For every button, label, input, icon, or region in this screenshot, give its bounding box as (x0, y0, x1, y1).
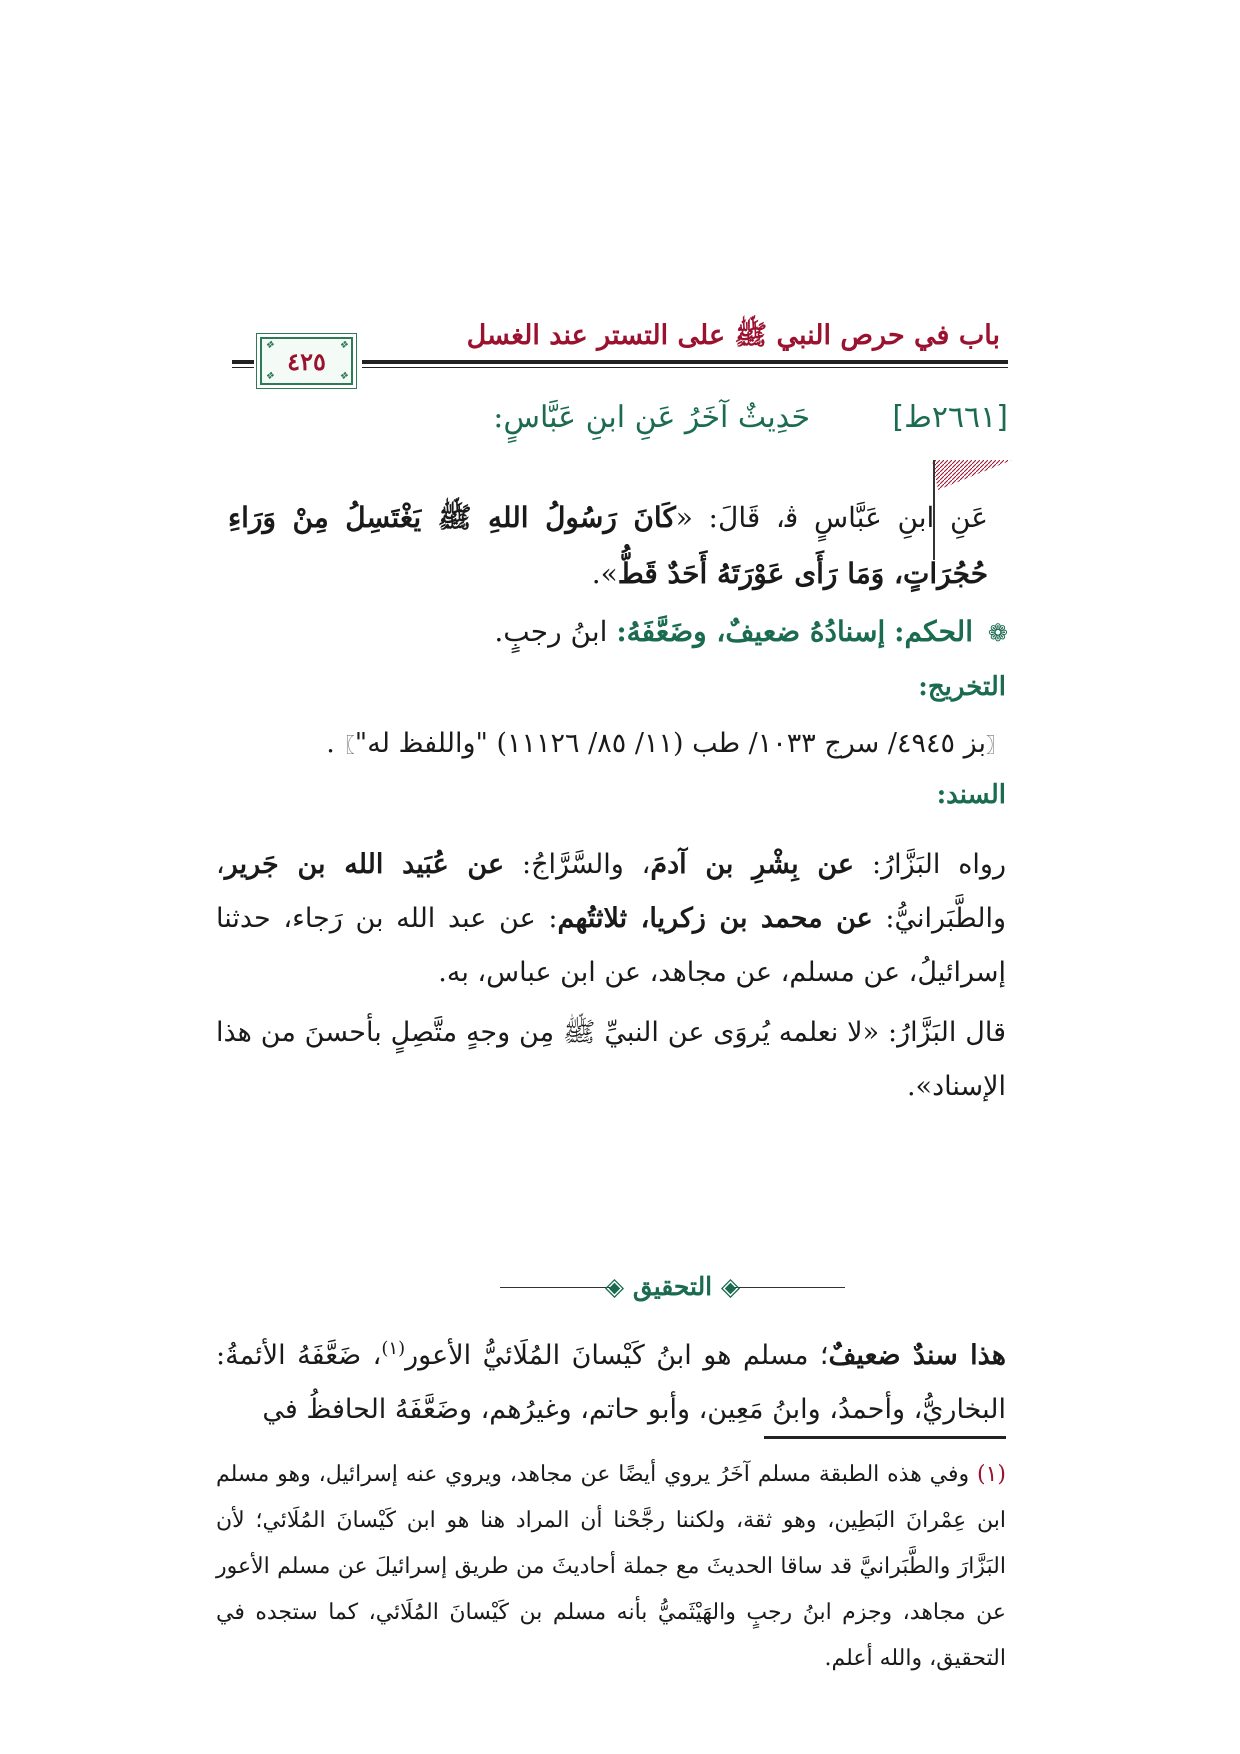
sanad-text: ، والطَّبَرانيُّ: (216, 849, 1006, 934)
tahqiq-paragraph (216, 1322, 1006, 1437)
bazzar-quote: قال البَزَّارُ: «لا نعلمه يُروَى عن النبيِّ ﷺ مِن وجهٍ متَّصِلٍ بأحسنَ من هذا الإسناد». (216, 1017, 1006, 1102)
footnote-number: (١) (976, 1462, 1006, 1487)
ruling-verdict: إسنادُهُ ضعيفٌ، وضَعَّفَهُ: (616, 615, 886, 648)
footnote-rule (764, 1436, 1006, 1439)
sanad-narrator: عن بِشْرِ بن آدمَ (650, 849, 855, 880)
sanad-label: السند: (936, 780, 1006, 810)
footnote-ref[interactable]: (١) (381, 1338, 406, 1359)
bracket-open-icon: 〖 (986, 733, 1006, 757)
takhrij-end: . (326, 728, 335, 759)
footnote (216, 1452, 1006, 1682)
ruling-label: الحكم: (894, 615, 973, 648)
ornament-icon: ❖ (339, 371, 348, 382)
ornament-icon: ❖ (339, 340, 348, 351)
hadith-intro: عَنِ ابنِ عَبَّاسٍ ﭬ، قَالَ: « (675, 501, 988, 534)
tahqiq-text: ؛ مسلم هو ابنُ كَيْسانَ المُلَائيُّ الأعور (405, 1340, 829, 1371)
ornament-icon: ❖ (265, 371, 274, 382)
bracket-close-icon: 〗 (334, 733, 355, 757)
sanad-text: : عن عبد الله بن رَجاء، حدثنا إسرائيلُ، عن مسلم، عن مجاهد، عن ابن عباس، به. (216, 903, 1006, 988)
takhrij-text (216, 728, 1006, 759)
header-rule-left (232, 360, 254, 364)
hadith-text (228, 490, 988, 602)
ruling-by: ابنُ رجبٍ. (494, 615, 617, 648)
sanad-text: ، والسَّرَّاجُ: (504, 849, 651, 880)
header-rule-right (362, 360, 1008, 364)
page-number-box (260, 337, 353, 385)
hadith-matn: كَانَ رَسُولُ اللهِ ﷺ يَغْتَسِلُ مِنْ وَرَاءِ حُجُرَاتٍ، وَمَا رَأَى عَوْرَتَهُ أَحَدٌ قَطُّ (228, 501, 988, 590)
hadith-number: [٢٦٦١ط] (892, 400, 1008, 435)
takhrij-refs: بز ٤٩٤٥/ سرج ١٠٣٣/ طب (١١/ ٨٥/ ١١١٢٦) "واللفظ له" (354, 728, 986, 759)
sanad-text: رواه البَزَّارُ: (854, 849, 1006, 880)
hadith-end: ». (591, 557, 618, 590)
tahqiq-label (500, 1272, 845, 1301)
tahqiq-verdict: هذا سندٌ ضعيفٌ (828, 1340, 1007, 1371)
tahqiq-text: ، ضَعَّفَهُ الأئمةُ: البخاريُّ، وأحمدُ، وابنُ مَعِين، وأبو حاتم، وغيرُهم، وضَعَّفَهُ الحافظُ في (216, 1340, 1006, 1425)
sanad-paragraph (216, 838, 1006, 1000)
header-rule-left-thin (232, 367, 254, 368)
header-rule-right-thin (362, 367, 1008, 368)
sanad-narrator: عن محمد بن زكريا، ثلاثتُهم (557, 903, 873, 934)
chapter-header: باب في حرص النبي ﷺ على التستر عند الغسل (466, 320, 1000, 351)
ornament-icon: ❖ (265, 340, 274, 351)
tahqiq-title: التحقيق (632, 1272, 713, 1301)
footnote-text: وفي هذه الطبقة مسلم آخَرُ يروي أيضًا عن مجاهد، ويروي عنه إسرائيل، وهو مسلم ابن عِمْرانَ البَطِين، وهو ثقة، ولكننا رجَّحْنا أن المراد هنا هو ابن كَيْسانَ المُلَائي؛ لأن البَزَّارَ والطَّبَرانيَّ قد ساقا الحديثَ مع جملة أحاديثَ من طريق إسرائيلَ عن مسلم الأعور عن مجاهد، وجزم ابنُ رجبٍ والهَيْثَميُّ بأنه مسلم بن كَيْسانَ المُلَائي، كما ستجده في التحقيق، والله أعلم. (216, 1462, 1007, 1671)
ornament-icon: ◈ (712, 1272, 741, 1301)
takhrij-label: التخريج: (918, 672, 1006, 702)
ruling-line (218, 615, 1008, 648)
tahqiq-divider (500, 1272, 845, 1302)
hadith-title: حَدِيثٌ آخَرُ عَنِ ابنِ عَبَّاسٍ: (493, 400, 810, 435)
ornament-icon: ◈ (604, 1272, 633, 1301)
flower-icon: ❁ (987, 619, 1008, 647)
sanad-narrator: عن عُبَيد الله بن جَرير (224, 849, 505, 880)
page-number: ٤٢٥ (287, 346, 326, 376)
